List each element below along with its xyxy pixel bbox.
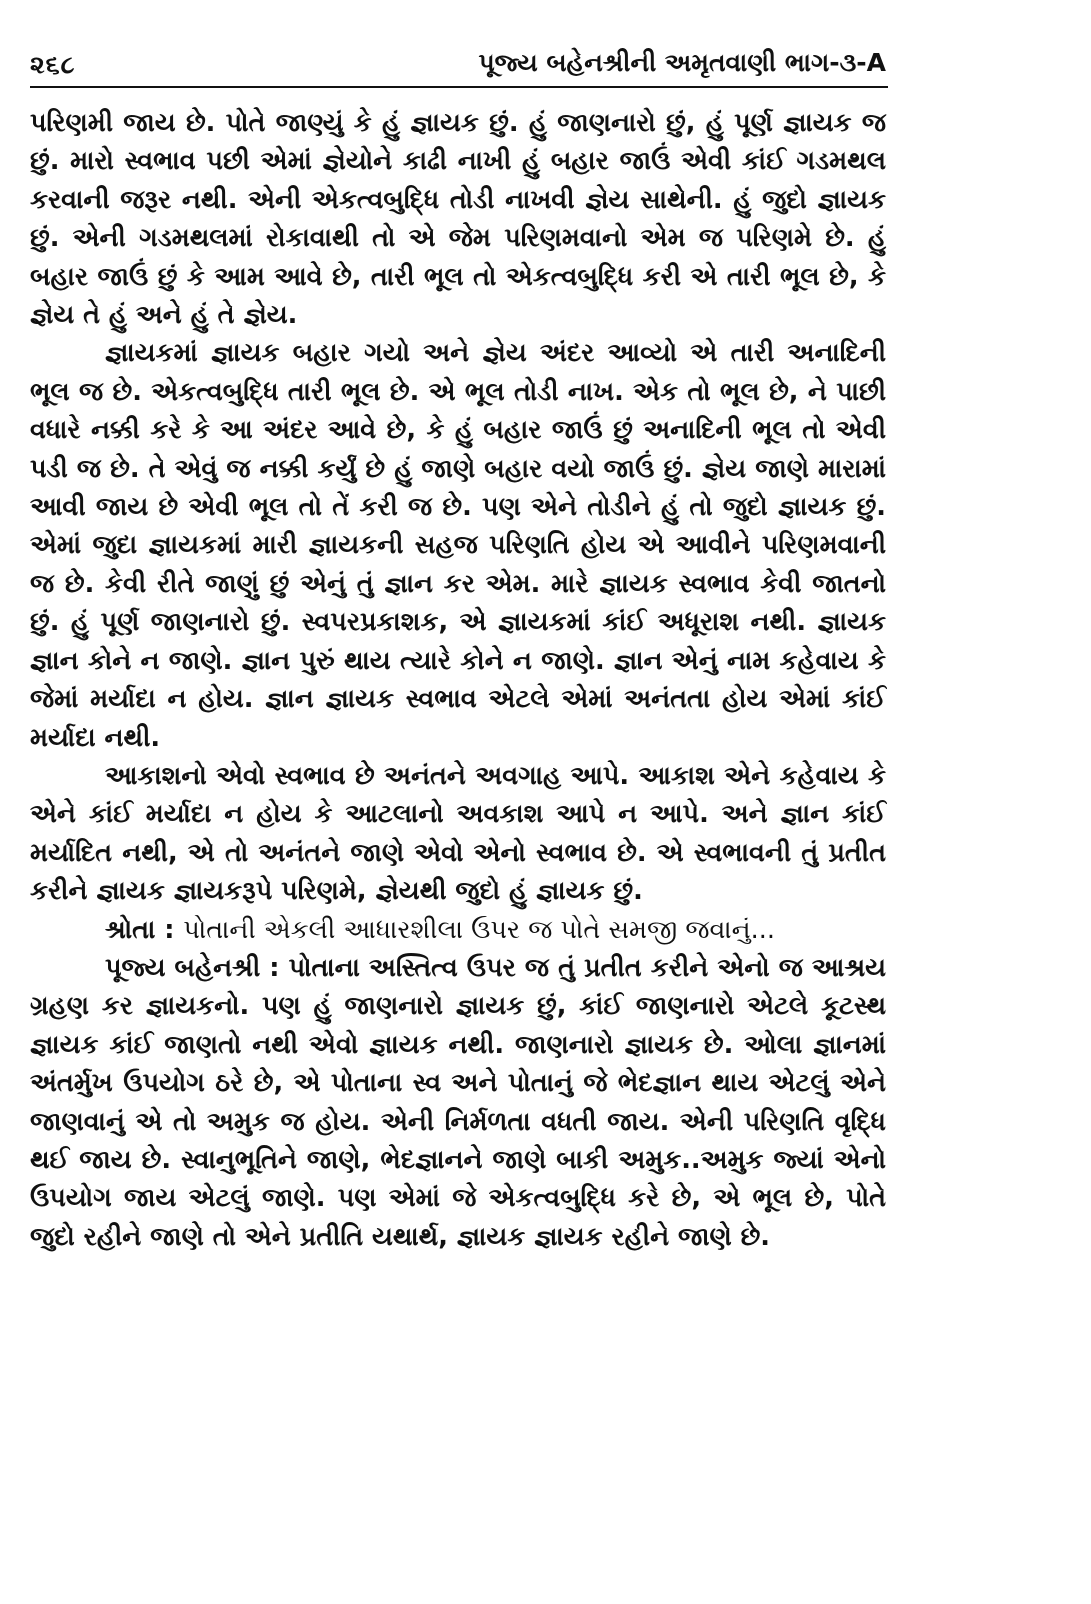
running-title: પૂજ્ય બહેનશ્રીની અમૃતવાણી ભાગ-૩-A [478, 48, 886, 77]
answer-text: પોતાના અસ્તિત્વ ઉપર જ તું પ્રતીત કરીને એનો જ આશ્રય ગ્રહણ કર જ્ઞાયકનો. પણ હું જાણનારો જ્ઞાયક છું, કાંઈ જાણનારો એટલે કૂટસ્થ જ્ઞાયક કાંઈ જાણતો નથી એવો જ્ઞાયક નથી. જાણનારો જ્ઞાયક છે. ઓલા જ્ઞાનમાં અંતર્મુખ ઉપયોગ ઠરે છે, એ પોતાના સ્વ અને પોતાનું જે ભેદજ્ઞાન થાય એટલું એને જાણવાનું એ તો અમુક જ હોય. એની નિર્મળતા વધતી જાય. એની પરિણતિ વૃદ્ધિ થઈ જાય છે. સ્વાનુભૂતિને જાણે, ભેદજ્ઞાનને જાણે બાકી અમુક..અમુક જ્યાં એનો ઉપયોગ જાય એટલું જાણે. પણ એમાં જે એકત્વબુદ્ધિ કરે છે, એ ભૂલ છે, પોતે જુદો રહીને જાણે તો એને પ્રતીતિ યથાર્થ, જ્ઞાયક જ્ઞાયક રહીને જાણે છે. [30, 952, 886, 1252]
questioner-label: શ્રોતા : [105, 914, 175, 945]
paragraph-1: પરિણમી જાય છે. પોતે જાણ્યું કે હું જ્ઞાયક છું. હું જાણનારો છું, હું પૂર્ણ જ્ઞાયક જ છું. મારો સ્વભાવ પછી એમાં જ્ઞેયોને કાઢી નાખી હું બહાર જાઉં એવી કાંઈ ગડમથલ કરવાની જરૂર નથી. એની એકત્વબુદ્ધિ તોડી નાખવી જ્ઞેય સાથેની. હું જુદો જ્ઞાયક છું. એની ગડમથલમાં રોકાવાથી તો એ જેમ પરિણમવાનો એમ જ પરિણમે છે. હું બહાર જાઉં છું કે આમ આવે છે, તારી ભૂલ તો એકત્વબુદ્ધિ કરી એ તારી ભૂલ છે, કે જ્ઞેય તે હું અને હું તે જ્ઞેય. [30, 108, 886, 331]
answer-speaker-label: પૂજ્ય બહેનશ્રી : [105, 952, 280, 983]
body-text [30, 104, 886, 1256]
questioner-paragraph [30, 911, 886, 949]
paragraph-2: જ્ઞાયકમાં જ્ઞાયક બહાર ગયો અને જ્ઞેય અંદર આવ્યો એ તારી અનાદિની ભૂલ જ છે. એકત્વબુદ્ધિ તારી ભૂલ છે. એ ભૂલ તોડી નાખ. એક તો ભૂલ છે, ને પાછી વધારે નક્કી કરે કે આ અંદર આવે છે, કે હું બહાર જાઉં છું અનાદિની ભૂલ તો એવી પડી જ છે. તે એવું જ નક્કી કર્યું છે હું જાણે બહાર વયો જાઉં છું. જ્ઞેય જાણે મારામાં આવી જાય છે એવી ભૂલ તો તેં કરી જ છે. પણ એને તોડીને હું તો જુદો જ્ઞાયક છું. એમાં જુદા જ્ઞાયકમાં મારી જ્ઞાયકની સહજ પરિણતિ હોય એ આવીને પરિણમવાની જ છે. કેવી રીતે જાણું છું એનું તું જ્ઞાન કર એમ. મારે જ્ઞાયક સ્વભાવ કેવી જાતનો છું. હું પૂર્ણ જાણનારો છું. સ્વપરપ્રકાશક, એ જ્ઞાયકમાં કાંઈ અધૂરાશ નથી. જ્ઞાયક જ્ઞાન કોને ન જાણે. જ્ઞાન પુરું થાય ત્યારે કોને ન જાણે. જ્ઞાન એનું નામ કહેવાય કે જેમાં મર્યાદા ન હોય. જ્ઞાન જ્ઞાયક સ્વભાવ એટલે એમાં અનંતતા હોય એમાં કાંઈ મર્યાદા નથી. [30, 338, 886, 753]
answer-paragraph [30, 949, 886, 1256]
page-header [30, 46, 888, 88]
page-number: ૨૬૮ [30, 50, 76, 79]
questioner-text: પોતાની એકલી આધારશીલા ઉપર જ પોતે સમજી જવાનું... [183, 914, 775, 945]
paragraph-3: આકાશનો એવો સ્વભાવ છે અનંતને અવગાહ આપે. આકાશ એને કહેવાય કે એને કાંઈ મર્યાદા ન હોય કે આટલાનો અવકાશ આપે ન આપે. અને જ્ઞાન કાંઈ મર્યાદિત નથી, એ તો અનંતને જાણે એવો એનો સ્વભાવ છે. એ સ્વભાવની તું પ્રતીત કરીને જ્ઞાયક જ્ઞાયકરૂપે પરિણમે, જ્ઞેયથી જુદો હું જ્ઞાયક છું. [30, 760, 886, 907]
